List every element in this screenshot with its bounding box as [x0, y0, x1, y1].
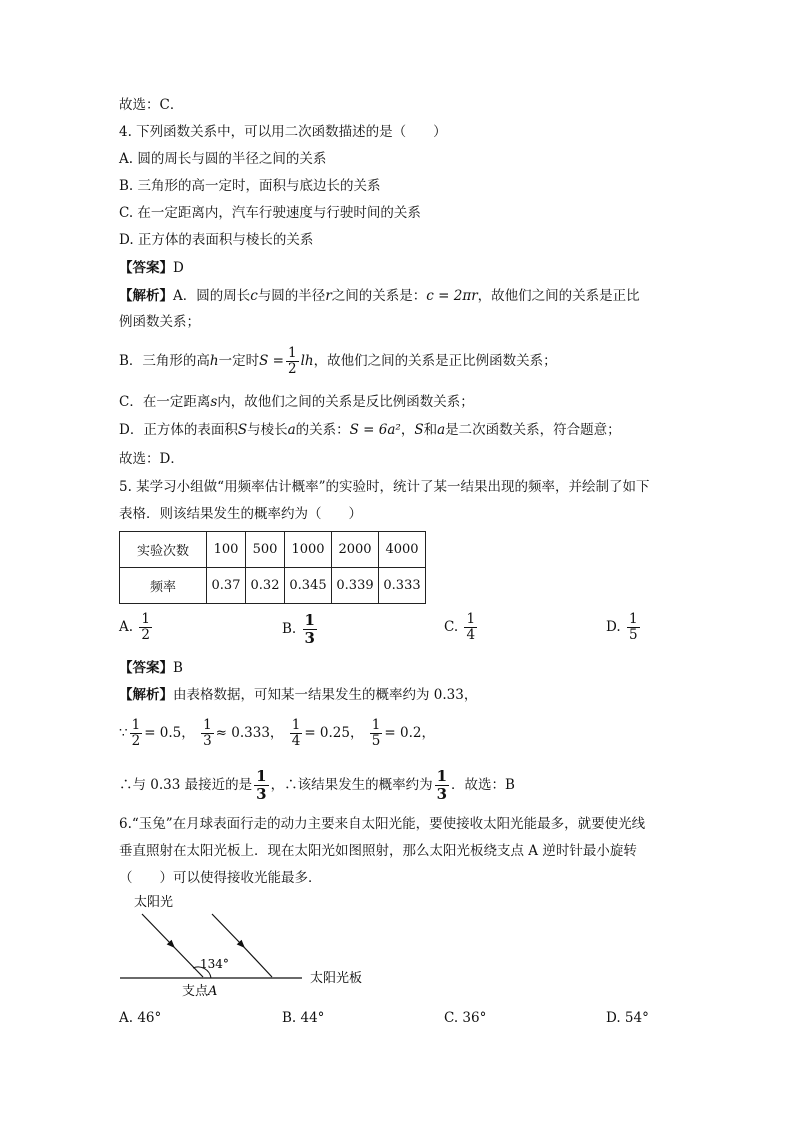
sunlight-label: 太阳光	[134, 895, 174, 910]
q4-option-c: C. 在一定距离内，汽车行驶速度与行驶时间的关系	[119, 205, 421, 221]
table-cell: 0.32	[246, 568, 285, 604]
q6-option-a: A. 46°	[119, 1010, 162, 1026]
panel-label: 太阳光板	[310, 971, 363, 986]
q5-conclusion: ∴与 0.33 最接近的是 $\frac{1}{3}$ ，∴该结果发生的概率约为 $\frac{1}{3}$ ．故选：B	[119, 767, 515, 803]
sunlight-diagram	[110, 890, 400, 1005]
table-cell: 2000	[332, 532, 379, 568]
sunlight-ray-1	[172, 945, 203, 977]
prev-conclusion: 故选：C．	[119, 97, 184, 113]
formula-surface-area: S = 6a²	[349, 422, 401, 438]
q4-stem: 4. 下列函数关系中，可以用二次函数描述的是（ ）	[119, 124, 447, 140]
table-cell: 0.339	[332, 568, 379, 604]
table-row	[120, 568, 426, 604]
angle-label: 134°	[200, 957, 229, 971]
q4-analysis-d: D．正方体的表面积S与棱长a的关系：S = 6a²，S和a是二次函数关系，符合题意；	[119, 422, 621, 438]
q6-stem-line3: （ ）可以使得接收光能最多．	[119, 870, 322, 886]
frequency-table	[119, 531, 426, 604]
q4-analysis-a-cont: 例函数关系；	[119, 314, 200, 330]
q5-option-b: B. $\frac{1}{3}$	[282, 611, 315, 647]
answer-value: D	[173, 260, 184, 276]
formula-circumference: c = 2πr	[426, 288, 478, 304]
q5-analysis-line1: 【解析】由表格数据，可知某一结果发生的概率约为 0.33，	[119, 687, 478, 703]
q4-option-b: B. 三角形的高一定时，面积与底边长的关系	[119, 178, 381, 194]
pivot-label: 支点A	[182, 984, 218, 999]
q6-stem-line2: 垂直照射在太阳光板上．现在太阳光如图照射，那么太阳光板绕支点 A 逆时针最小旋转	[119, 843, 637, 859]
sunlight-ray-1-arrow	[142, 914, 172, 945]
q4-analysis-a: 【解析】A．圆的周长c与圆的半径r之间的关系是：c = 2πr，故他们之间的关系是正比	[119, 288, 640, 304]
q5-stem-line2: 表格．则该结果发生的概率约为（ ）	[119, 506, 362, 522]
q6-option-d: D. 54°	[606, 1010, 649, 1026]
table-cell: 0.345	[285, 568, 332, 604]
q5-option-c: C. $\frac{1}{4}$	[444, 611, 476, 643]
sunlight-ray-2	[242, 945, 272, 977]
table-cell: 频率	[120, 568, 207, 604]
q6-option-b: B. 44°	[282, 1010, 325, 1026]
q4-analysis-c: C．在一定距离s内，故他们之间的关系是反比例函数关系；	[119, 394, 474, 410]
table-cell: 1000	[285, 532, 332, 568]
q4-analysis-b: B．三角形的高h一定时S = $\frac{1}{2}$ lh，故他们之间的关系是正比例函数关系；	[119, 345, 557, 377]
table-cell: 4000	[379, 532, 426, 568]
q4-answer	[119, 259, 184, 277]
q5-option-a: A. $\frac{1}{2}$	[119, 611, 150, 643]
q4-conclusion: 故选：D．	[119, 451, 184, 467]
sunlight-ray-2-arrow	[212, 914, 242, 945]
analysis-label: 【解析】	[119, 288, 173, 304]
fraction-half: $\frac{1}{2}$	[287, 345, 297, 377]
table-cell: 0.333	[379, 568, 426, 604]
table-cell: 0.37	[207, 568, 246, 604]
q5-analysis-fractions: ∵ $\frac{1}{2}$ = 0.5， $\frac{1}{3}$ ≈ 0.333， $\frac{1}{4}$ = 0.25， $\frac{1}{5}$ = 0.2，	[119, 717, 435, 749]
q5-option-d: D. $\frac{1}{5}$	[606, 611, 638, 643]
q4-option-a: A. 圆的周长与圆的半径之间的关系	[119, 151, 327, 167]
table-cell: 实验次数	[120, 532, 207, 568]
q6-option-c: C. 36°	[444, 1010, 487, 1026]
answer-label: 【答案】	[119, 260, 173, 276]
q5-answer: 【答案】B	[119, 660, 183, 676]
q5-stem-line1: 5. 某学习小组做“用频率估计概率”的实验时，统计了某一结果出现的频率，并绘制了如下	[119, 479, 650, 495]
q6-stem-line1: 6.“玉兔”在月球表面行走的动力主要来自太阳光能，要使接收太阳光能最多，就要使光线	[119, 816, 646, 832]
table-cell: 100	[207, 532, 246, 568]
table-cell: 500	[246, 532, 285, 568]
q4-option-d: D. 正方体的表面积与棱长的关系	[119, 232, 314, 248]
table-row	[120, 532, 426, 568]
